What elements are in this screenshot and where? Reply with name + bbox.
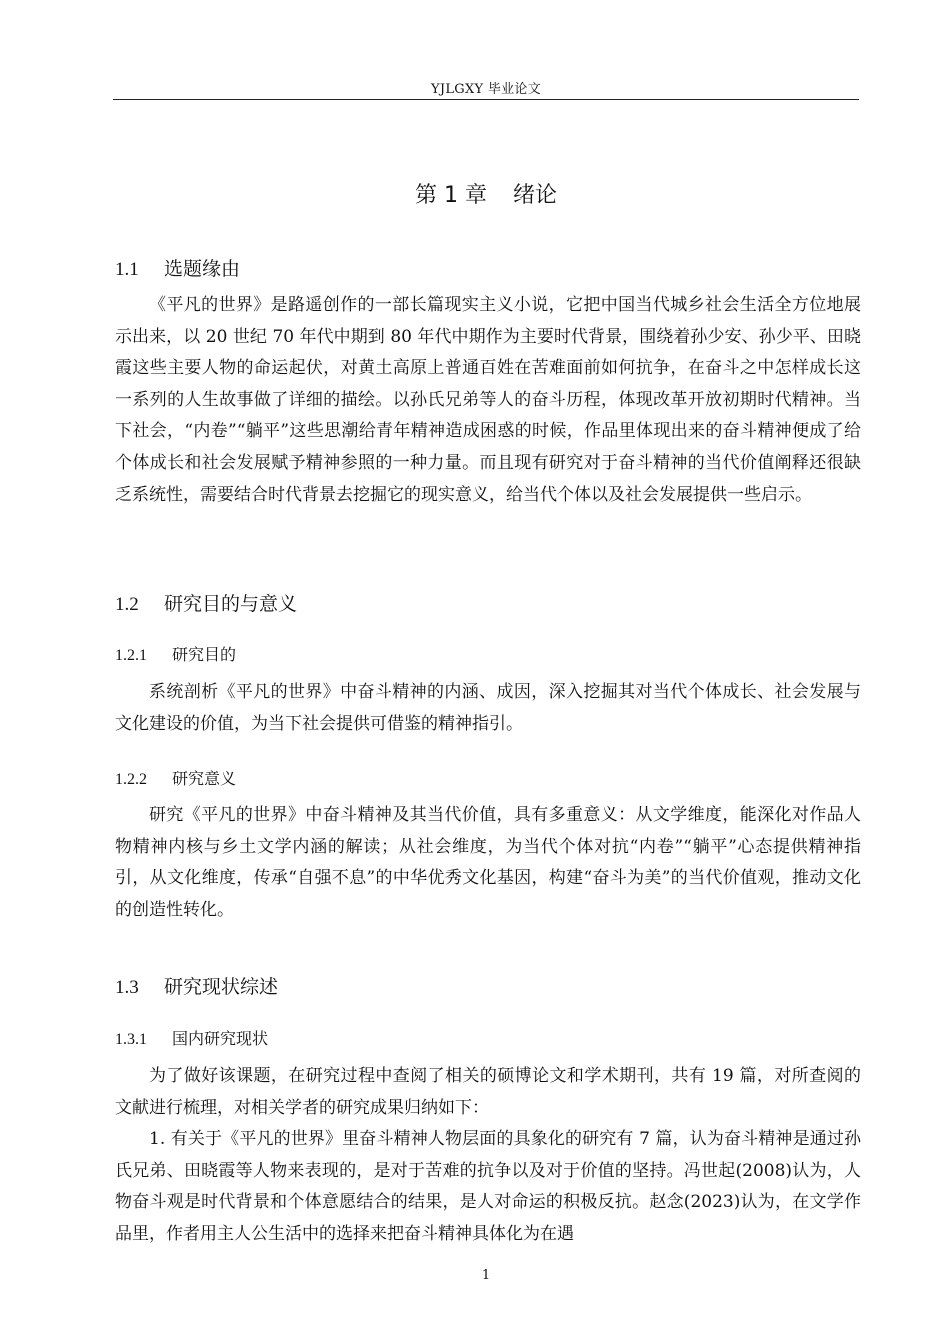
chapter-name: 绪论 [512, 183, 557, 208]
section-number: 1.2 [115, 594, 139, 615]
header-rule [113, 99, 859, 100]
subsection-number: 1.3.1 [115, 1031, 147, 1048]
paragraph-research-purpose: 系统剖析《平凡的世界》中奋斗精神的内涵、成因，深入挖掘其对当代个体成长、社会发展与文化建设的价值，为当下社会提供可借鉴的精神指引。 [115, 682, 861, 734]
subsection-heading-1-3-1 [115, 1026, 268, 1049]
section-heading-1-1 [115, 254, 240, 281]
page-header: YJLGXY 毕业论文 [430, 82, 542, 97]
subsection-number: 1.2.2 [115, 771, 147, 788]
section-title: 研究现状综述 [164, 976, 279, 998]
paragraph-literature-intro: 为了做好该课题，在研究过程中查阅了相关的硕博论文和学术期刊，共有 19 篇，对所查阅的文献进行梳理，对相关学者的研究成果归纳如下： [115, 1066, 861, 1118]
section-heading-1-2 [115, 589, 297, 616]
section-title: 选题缘由 [164, 258, 241, 280]
section-number: 1.1 [115, 259, 139, 280]
section-number: 1.3 [115, 977, 139, 998]
subsection-number: 1.2.1 [115, 647, 147, 664]
paragraph-literature-point-1: 1. 有关于《平凡的世界》里奋斗精神人物层面的具象化的研究有 7 篇，认为奋斗精神是通过孙氏兄弟、田晓霞等人物来表现的，是对于苦难的抗争以及对于价值的坚持。冯世起(2008)认为，人物奋斗观是时代背景和个体意愿结合的结果，是人对命运的积极反抗。赵念(2023)认为，在文学作品里，作者用主人公生活中的选择来把奋斗精神具体化为在遇 [115, 1129, 861, 1244]
section-heading-1-3 [115, 972, 278, 999]
subsection-heading-1-2-2 [115, 766, 236, 789]
subsection-title: 研究意义 [172, 769, 237, 788]
subsection-heading-1-2-1 [115, 642, 236, 665]
chapter-title [113, 178, 859, 209]
subsection-title: 国内研究现状 [172, 1029, 269, 1048]
section-title: 研究目的与意义 [164, 593, 298, 615]
subsection-title: 研究目的 [172, 645, 237, 664]
paragraph-research-significance: 研究《平凡的世界》中奋斗精神及其当代价值，具有多重意义：从文学维度，能深化对作品人物精神内核与乡土文学内涵的解读；从社会维度，为当代个体对抗“内卷”“躺平”心态提供精神指引，从文化维度，传承“自强不息”的中华优秀文化基因，构建“奋斗为美”的当代价值观，推动文化的创造性转化。 [115, 805, 861, 920]
paragraph-topic-origin: 《平凡的世界》是路遥创作的一部长篇现实主义小说，它把中国当代城乡社会生活全方位地展示出来，以 20 世纪 70 年代中期到 80 年代中期作为主要时代背景，围绕着孙少安、孙少平、田晓霞这些主要人物的命运起伏，对黄土高原上普通百姓在苦难面前如何抗争，在奋斗之中怎样成长这一系列的人生故事做了详细的描绘。以孙氏兄弟等人的奋斗历程，体现改革开放初期时代精神。当下社会，“内卷”“躺平”这些思潮给青年精神造成困惑的时候，作品里体现出来的奋斗精神便成了给个体成长和社会发展赋予精神参照的一种力量。而且现有研究对于奋斗精神的当代价值阐释还很缺乏系统性，需要结合时代背景去挖掘它的现实意义，给当代个体以及社会发展提供一些启示。 [115, 295, 861, 505]
chapter-number: 第 1 章 [415, 183, 487, 208]
page-number: 1 [481, 1268, 491, 1283]
